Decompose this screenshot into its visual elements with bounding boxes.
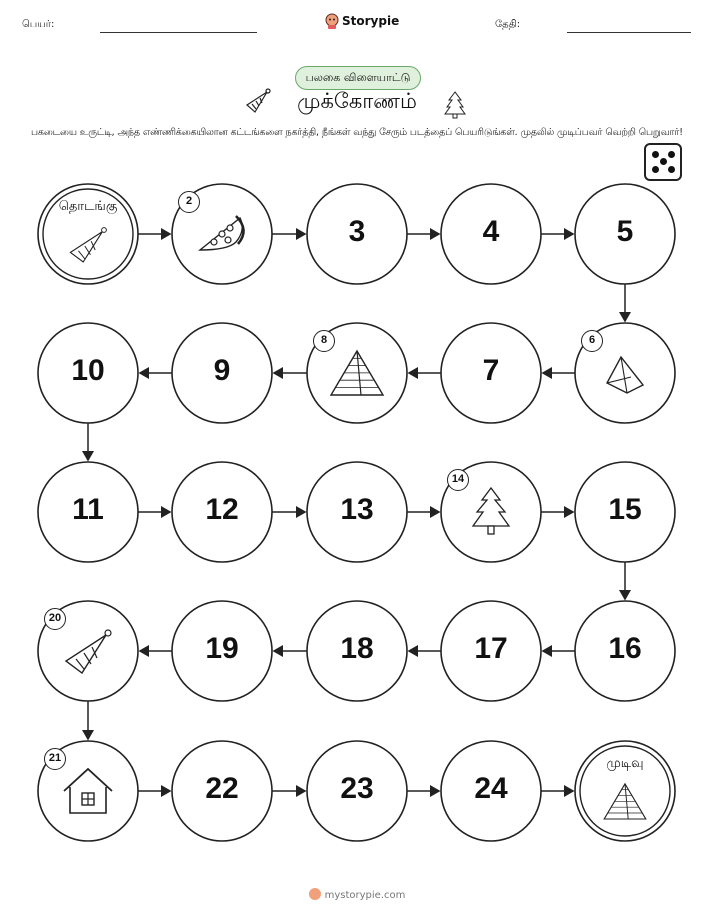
start-label: தொடங்கு bbox=[58, 199, 118, 214]
space-number: 11 bbox=[72, 493, 104, 526]
space-number: 23 bbox=[340, 772, 374, 805]
space-number: 9 bbox=[213, 354, 231, 387]
space-number-badge: 20 bbox=[44, 608, 66, 630]
space-number-badge: 21 bbox=[44, 748, 66, 770]
date-label: தேதி: bbox=[495, 19, 521, 30]
footer bbox=[0, 888, 714, 901]
space-number: 19 bbox=[205, 632, 239, 665]
space-number: 5 bbox=[616, 215, 634, 248]
page-title: முக்கோணம் bbox=[297, 89, 417, 113]
board-game-pill: பலகை விளையாட்டு bbox=[295, 66, 421, 90]
space-number-badge: 14 bbox=[447, 469, 469, 491]
space-number: 17 bbox=[474, 632, 508, 665]
space-number: 24 bbox=[474, 772, 508, 805]
space-number: 10 bbox=[71, 354, 105, 387]
brand-name: Storypie bbox=[342, 14, 400, 28]
space-number: 18 bbox=[340, 632, 374, 665]
space-number-badge: 6 bbox=[581, 330, 603, 352]
space-number-badge: 2 bbox=[178, 191, 200, 213]
name-label: பெயர்: bbox=[22, 19, 55, 30]
space-number: 13 bbox=[340, 493, 374, 526]
space-number: 16 bbox=[608, 632, 642, 665]
space-number-badge: 8 bbox=[313, 330, 335, 352]
space-number: 15 bbox=[608, 493, 642, 526]
space-number: 22 bbox=[205, 772, 239, 805]
footer-url[interactable]: mystorypie.com bbox=[324, 890, 406, 901]
space-number: 4 bbox=[482, 215, 500, 248]
space-number: 3 bbox=[348, 215, 366, 248]
instructions: பகடையை உருட்டி, அந்த எண்ணிக்கையிலான கட்டங்களை நகர்த்தி, நீங்கள் வந்து சேரும் படத்தைப் பெயரிடுங்கள். முதலில் முடிப்பவர் வெற்றி பெறுவார்! bbox=[30, 127, 684, 138]
space-number: 7 bbox=[482, 354, 500, 387]
space-number: 12 bbox=[205, 493, 239, 526]
footer-mascot-icon bbox=[309, 888, 321, 900]
end-label: முடிவு bbox=[606, 756, 644, 771]
